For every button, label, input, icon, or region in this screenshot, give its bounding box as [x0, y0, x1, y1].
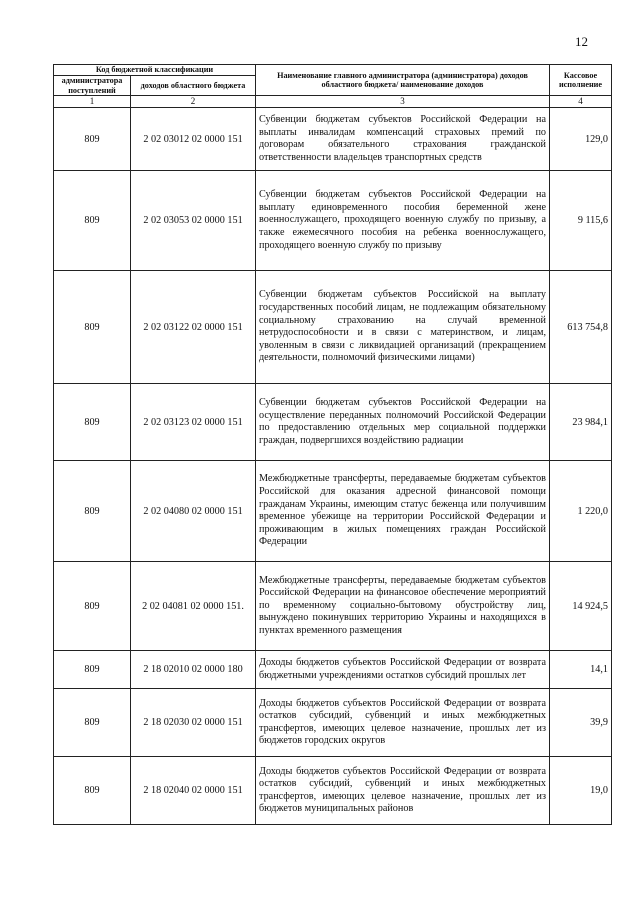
income-name: Межбюджетные трансферты, передаваемые бюджетам субъектов Российской Федерации на финансовое обеспечение мероприятий по временному социально-бытовому обустройству лиц, вынуждено покинувших территорию Украины и находящихся в пунктах временного размещения: [256, 562, 550, 651]
table-row: [54, 461, 612, 562]
income-header: доходов областного бюджета: [131, 76, 256, 96]
income-code: 2 02 04081 02 0000 151.: [131, 562, 256, 651]
amount: 9 115,6: [550, 171, 612, 271]
table-row: [54, 271, 612, 384]
admin-code: 809: [54, 171, 131, 271]
page-number: 12: [575, 34, 588, 49]
amount: 14,1: [550, 651, 612, 689]
column-number: 3: [256, 96, 550, 108]
admin-header: администратора поступлений: [54, 76, 131, 96]
income-name: Субвенции бюджетам субъектов Российской на выплату государственных пособий лицам, не подлежащим обязательному социальному страхованию на случай временной нетрудоспособности и в связи с материнством, и лицам, уволенным в связи с ликвидацией организаций (прекращением деятельности, полномочий физическими лицами): [256, 271, 550, 384]
admin-code: 809: [54, 651, 131, 689]
income-name: Субвенции бюджетам субъектов Российской Федерации на выплату единовременного пособия беременной жене военнослужащего, проходящего военную службу по призыву, а также ежемесячного пособия на ребенка военнослужащего, проходящего военную службу по призыву: [256, 171, 550, 271]
column-number: 2: [131, 96, 256, 108]
income-code: 2 02 03012 02 0000 151: [131, 108, 256, 171]
table-row: [54, 108, 612, 171]
income-name: Доходы бюджетов субъектов Российской Федерации от возврата остатков субсидий, субвенций и иных межбюджетных трансфертов, имеющих целевое назначение, прошлых лет из бюджетов муниципальных районов: [256, 757, 550, 825]
amount: 1 220,0: [550, 461, 612, 562]
income-code: 2 18 02030 02 0000 151: [131, 689, 256, 757]
amount: 14 924,5: [550, 562, 612, 651]
income-name: Субвенции бюджетам субъектов Российской Федерации на выплаты инвалидам компенсаций страховых премий по договорам обязательного страхования гражданской ответственности владельцев транспортных средств: [256, 108, 550, 171]
amount-header: Кассовое исполнение: [550, 65, 612, 96]
amount: 19,0: [550, 757, 612, 825]
income-name: Доходы бюджетов субъектов Российской Федерации от возврата бюджетными учреждениями остатков субсидий прошлых лет: [256, 651, 550, 689]
table-row: [54, 384, 612, 461]
amount: 39,9: [550, 689, 612, 757]
income-code: 2 18 02040 02 0000 151: [131, 757, 256, 825]
income-code: 2 02 04080 02 0000 151: [131, 461, 256, 562]
admin-code: 809: [54, 689, 131, 757]
table-row: [54, 171, 612, 271]
admin-code: 809: [54, 384, 131, 461]
admin-code: 809: [54, 461, 131, 562]
table-row: [54, 562, 612, 651]
amount: 129,0: [550, 108, 612, 171]
table-row: [54, 689, 612, 757]
table-row: [54, 757, 612, 825]
column-number: 1: [54, 96, 131, 108]
income-name: Доходы бюджетов субъектов Российской Федерации от возврата остатков субсидий, субвенций и иных межбюджетных трансфертов, имеющих целевое назначение, прошлых лет из бюджетов городских округов: [256, 689, 550, 757]
table-row: [54, 651, 612, 689]
budget-table: [53, 64, 612, 825]
admin-code: 809: [54, 562, 131, 651]
amount: 613 754,8: [550, 271, 612, 384]
column-number: 4: [550, 96, 612, 108]
admin-code: 809: [54, 757, 131, 825]
classification-header: Код бюджетной классификации: [54, 65, 256, 76]
admin-code: 809: [54, 108, 131, 171]
amount: 23 984,1: [550, 384, 612, 461]
name-header: Наименование главного администратора (администратора) доходов областного бюджета/ наименование доходов: [256, 65, 550, 96]
income-name: Субвенции бюджетам субъектов Российской Федерации на осуществление переданных полномочий Российской Федерации по предоставлению отдельных мер социальной поддержки граждан, подвергшихся воздействию радиации: [256, 384, 550, 461]
income-code: 2 02 03053 02 0000 151: [131, 171, 256, 271]
income-code: 2 02 03123 02 0000 151: [131, 384, 256, 461]
income-name: Межбюджетные трансферты, передаваемые бюджетам субъектов Российской для оказания адресной финансовой помощи гражданам Украины, имеющим статус беженца или получившим временное убежище на территории Российской Федерации и проживающим в жилых помещениях граждан Российской Федерации: [256, 461, 550, 562]
income-code: 2 02 03122 02 0000 151: [131, 271, 256, 384]
income-code: 2 18 02010 02 0000 180: [131, 651, 256, 689]
admin-code: 809: [54, 271, 131, 384]
